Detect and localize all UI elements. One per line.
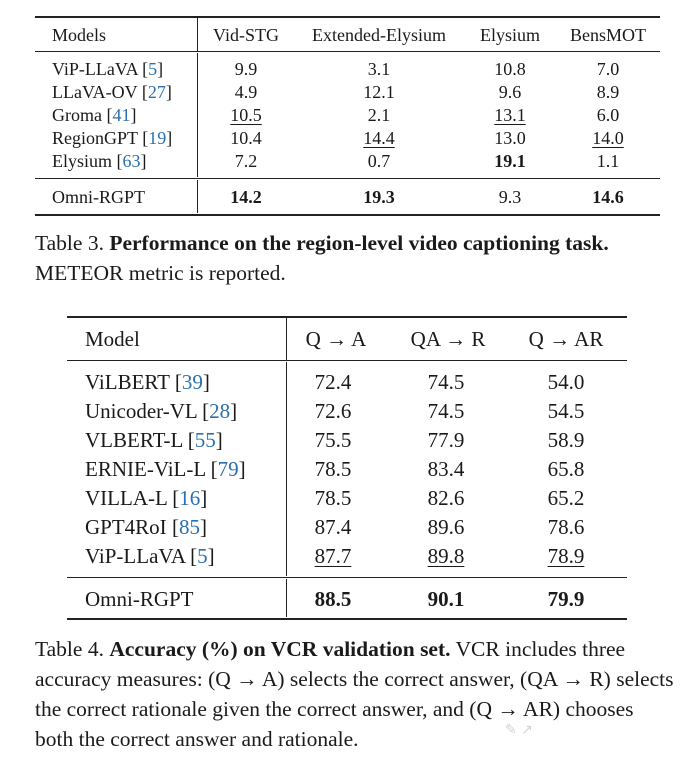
value-cell: 54.5 — [547, 399, 585, 423]
header-extended-elysium: Extended-Elysium — [312, 25, 446, 45]
column-divider — [197, 53, 198, 177]
header-model: Model — [85, 327, 140, 351]
header-q-a: Q → A — [305, 327, 367, 351]
model-name: ERNIE-ViL-L [79] — [85, 457, 246, 481]
top-rule — [35, 16, 660, 18]
value-cell: 78.5 — [314, 457, 352, 481]
value-cell: 82.6 — [427, 486, 465, 510]
value-cell: 75.5 — [314, 428, 352, 452]
model-name: Groma [41] — [52, 105, 137, 125]
header-rule — [35, 51, 660, 52]
value-cell: 72.6 — [314, 399, 352, 423]
column-divider — [286, 362, 287, 576]
value-cell: 19.3 — [363, 187, 395, 207]
value-cell: 0.7 — [367, 151, 391, 171]
value-cell: 88.5 — [314, 587, 352, 611]
header-vid-stg: Vid-STG — [213, 25, 279, 45]
value-cell: 8.9 — [596, 82, 620, 102]
top-rule — [67, 316, 627, 318]
model-name: Omni-RGPT — [52, 187, 146, 207]
value-cell: 12.1 — [363, 82, 395, 102]
value-cell: 78.9 — [547, 544, 585, 568]
header-qa-r: QA → R — [410, 327, 486, 351]
value-cell: 87.4 — [314, 515, 352, 539]
header-elysium: Elysium — [479, 25, 541, 45]
mid-rule — [35, 178, 660, 179]
value-cell: 10.8 — [494, 59, 526, 79]
value-cell: 54.0 — [547, 370, 585, 394]
value-cell: 65.8 — [547, 457, 585, 481]
value-cell: 89.8 — [427, 544, 465, 568]
value-cell: 6.0 — [596, 105, 620, 125]
watermark-icon: ✎ ↗ — [505, 722, 533, 738]
value-cell: 72.4 — [314, 370, 352, 394]
column-divider — [197, 18, 198, 51]
value-cell: 58.9 — [547, 428, 585, 452]
caption-text: METEOR metric is reported. — [35, 261, 286, 285]
value-cell: 4.9 — [234, 82, 258, 102]
value-cell: 90.1 — [427, 587, 465, 611]
value-cell: 78.6 — [547, 515, 585, 539]
header-models: Models — [52, 25, 106, 45]
value-cell: 9.3 — [498, 187, 522, 207]
model-name: Elysium [63] — [52, 151, 147, 171]
header-q-ar: Q → AR — [528, 327, 604, 351]
bottom-rule — [67, 618, 627, 620]
model-name: RegionGPT [19] — [52, 128, 173, 148]
caption-title: Performance on the region-level video captioning task. — [109, 231, 609, 255]
value-cell: 14.2 — [230, 187, 262, 207]
value-cell: 14.4 — [363, 128, 395, 148]
value-cell: 87.7 — [314, 544, 352, 568]
model-name: ViP-LLaVA [5] — [85, 544, 215, 568]
value-cell: 89.6 — [427, 515, 465, 539]
model-name: VLBERT-L [55] — [85, 428, 223, 452]
value-cell: 14.0 — [592, 128, 624, 148]
model-name: Unicoder-VL [28] — [85, 399, 238, 423]
model-name: VILLA-L [16] — [85, 486, 208, 510]
value-cell: 74.5 — [427, 370, 465, 394]
value-cell: 77.9 — [427, 428, 465, 452]
value-cell: 9.6 — [498, 82, 522, 102]
value-cell: 7.0 — [596, 59, 620, 79]
column-divider — [197, 180, 198, 213]
value-cell: 1.1 — [596, 151, 620, 171]
model-name: ViP-LLaVA [5] — [52, 59, 164, 79]
model-name: ViLBERT [39] — [85, 370, 210, 394]
value-cell: 14.6 — [592, 187, 624, 207]
header-bensmot: BensMOT — [570, 25, 646, 45]
model-name: LLaVA-OV [27] — [52, 82, 172, 102]
value-cell: 3.1 — [367, 59, 391, 79]
header-rule — [67, 360, 627, 361]
value-cell: 65.2 — [547, 486, 585, 510]
value-cell: 9.9 — [234, 59, 258, 79]
value-cell: 83.4 — [427, 457, 465, 481]
model-name: GPT4RoI [85] — [85, 515, 207, 539]
value-cell: 74.5 — [427, 399, 465, 423]
value-cell: 2.1 — [367, 105, 391, 125]
table-4-caption — [35, 634, 675, 754]
value-cell: 10.4 — [230, 128, 262, 148]
column-divider — [286, 318, 287, 360]
caption-label: Table 3. — [35, 231, 104, 255]
bottom-rule — [35, 214, 660, 216]
column-divider — [286, 579, 287, 617]
table-4 — [0, 310, 690, 630]
caption-text: VCR includes three accuracy measures: (Q → A) selects the correct answer, (QA → R) selects the correct rationale given the correct answer, and (Q → AR) chooses both the correct answer and rationale. — [35, 637, 674, 751]
value-cell: 7.2 — [234, 151, 258, 171]
value-cell: 78.5 — [314, 486, 352, 510]
caption-title: Accuracy (%) on VCR validation set. — [109, 637, 451, 661]
caption-label: Table 4. — [35, 637, 104, 661]
mid-rule — [67, 577, 627, 578]
value-cell: 13.1 — [494, 105, 526, 125]
value-cell: 10.5 — [230, 105, 262, 125]
model-name: Omni-RGPT — [85, 587, 194, 611]
table-3 — [0, 0, 690, 225]
value-cell: 13.0 — [494, 128, 526, 148]
value-cell: 19.1 — [494, 151, 526, 171]
table-3-caption — [35, 228, 675, 288]
value-cell: 79.9 — [547, 587, 585, 611]
